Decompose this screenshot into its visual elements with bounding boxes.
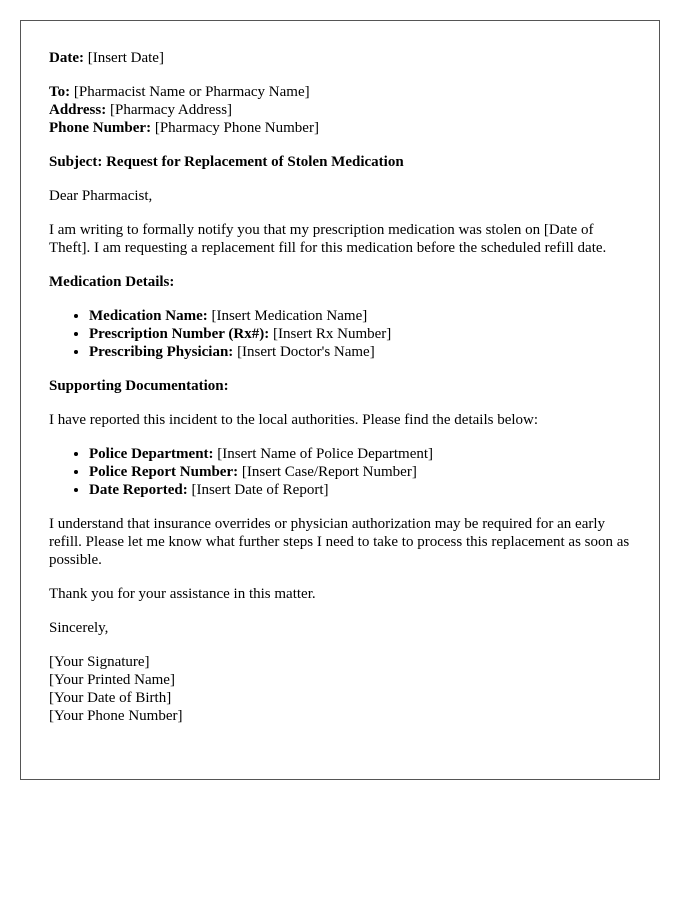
phone-label: Phone Number: — [49, 120, 152, 136]
to-label: To: — [49, 84, 71, 100]
thanks-line: Thank you for your assistance in this matter. — [49, 586, 316, 602]
to-value: [Pharmacist Name or Pharmacy Name] — [70, 84, 310, 100]
documentation-list — [49, 445, 631, 499]
list-item-label: Prescription Number (Rx#): — [89, 326, 270, 342]
signoff: Sincerely, — [49, 620, 109, 636]
medication-list — [49, 307, 631, 361]
medication-heading: Medication Details: — [49, 274, 175, 290]
list-item — [89, 343, 631, 361]
list-item-value: [Insert Medication Name] — [207, 308, 368, 324]
date-label: Date: — [49, 50, 84, 66]
closing-paragraph: I understand that insurance overrides or physician authorization may be required for an early refill. Please let me know what further steps I need to take to process this replacement as soon as possible. — [49, 516, 630, 568]
letter-container — [20, 20, 660, 780]
subject-line: Subject: Request for Replacement of Stolen Medication — [49, 154, 404, 170]
list-item-value: [Insert Case/Report Number] — [238, 464, 417, 480]
list-item-value: [Insert Name of Police Department] — [213, 446, 434, 462]
address-value: [Pharmacy Address] — [106, 102, 233, 118]
signature-line: [Your Signature] — [49, 654, 150, 670]
date-of-birth-line: [Your Date of Birth] — [49, 690, 172, 706]
recipient-block — [49, 83, 631, 137]
list-item-label: Date Reported: — [89, 482, 188, 498]
phone-number-line: [Your Phone Number] — [49, 708, 183, 724]
documentation-intro: I have reported this incident to the local authorities. Please find the details below: — [49, 412, 539, 428]
list-item-label: Medication Name: — [89, 308, 208, 324]
date-value: [Insert Date] — [83, 50, 164, 66]
to-line — [49, 83, 631, 101]
list-item — [89, 445, 631, 463]
documentation-heading: Supporting Documentation: — [49, 378, 229, 394]
list-item-label: Police Report Number: — [89, 464, 239, 480]
salutation: Dear Pharmacist, — [49, 188, 153, 204]
list-item-value: [Insert Date of Report] — [187, 482, 329, 498]
phone-value: [Pharmacy Phone Number] — [151, 120, 319, 136]
list-item — [89, 463, 631, 481]
intro-paragraph: I am writing to formally notify you that my prescription medication was stolen on [Date of Theft]. I am requesting a replacement fill for this medication before the scheduled refill date. — [49, 222, 607, 256]
address-label: Address: — [49, 102, 107, 118]
date-line — [49, 49, 631, 67]
list-item-value: [Insert Rx Number] — [269, 326, 392, 342]
list-item — [89, 481, 631, 499]
list-item — [89, 307, 631, 325]
list-item-label: Police Department: — [89, 446, 214, 462]
list-item-value: [Insert Doctor's Name] — [233, 344, 375, 360]
phone-line — [49, 119, 631, 137]
list-item — [89, 325, 631, 343]
signature-block — [49, 653, 631, 725]
list-item-label: Prescribing Physician: — [89, 344, 234, 360]
printed-name-line: [Your Printed Name] — [49, 672, 175, 688]
address-line — [49, 101, 631, 119]
